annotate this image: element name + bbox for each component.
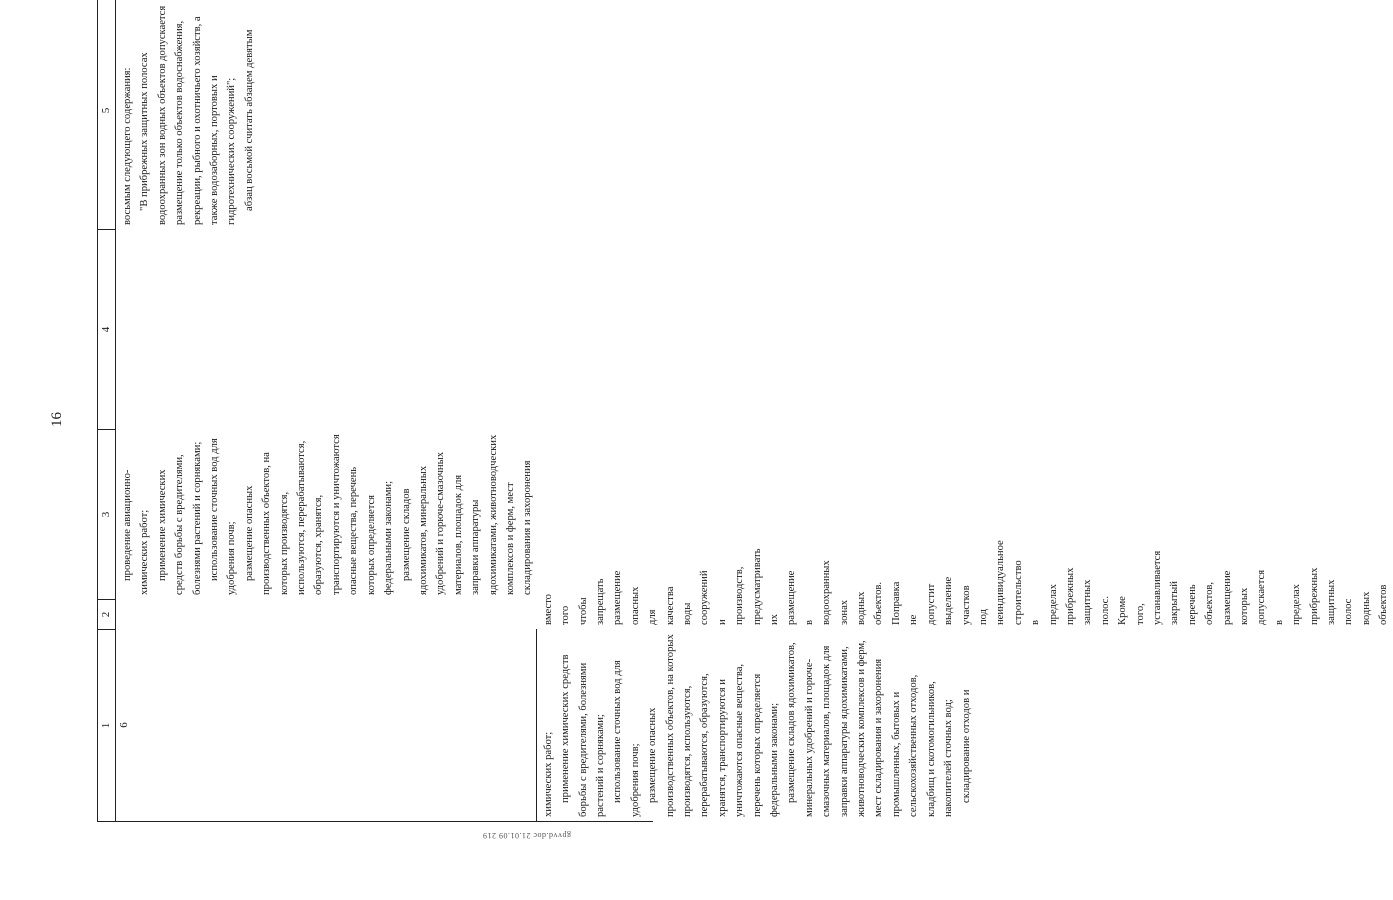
- cell-paragraph: вместо того чтобы запрещать размещение опасных для качества воды сооружений и производств, предусматривать их размещение в водоохранных зонах водных объектов. Поправка не допустит выделение участков под неиндивидуальное строительство в пределах прибрежных защитных полос. Кроме того, устанавливается закрытый перечень объектов, размещение которых допускается в пределах прибрежных защитных полос водных объектов: [542, 540, 1390, 625]
- table-cell-col1: [116, 599, 537, 629]
- cell-paragraph: "В прибрежных защитных полосах водоохранных зон водных объектов допускается размещение только объектов водоснабжения, рекреации, рыбного и охотничьего хозяйств, а также водозаборных, портовых и гидротехнических сооружений";: [139, 5, 238, 225]
- document-page: [49, 0, 1390, 840]
- table-header-2: 2: [98, 599, 116, 629]
- table-cell-col2: [116, 429, 537, 599]
- table-header-4: 4: [98, 229, 116, 429]
- cell-paragraph: абзац восьмой считать абзацем девятым: [243, 29, 255, 211]
- cell-paragraph: размещение опасных производственных объектов, на которых производятся, используются, перерабатываются, образуются, хранятся, транспортируются и уничтожаются опасные вещества, перечень которых определяется федеральными законами;: [243, 434, 395, 595]
- table-cell-col3: [116, 229, 537, 429]
- cell-paragraph: размещение складов ядохимикатов, минеральных удобрений и горюче-смазочных материалов, площадок для заправки аппаратуры ядохимикатами, животноводческих комплексов и ферм, мест складирования и захоронения: [400, 434, 534, 595]
- cell-paragraph: химических работ;: [542, 731, 554, 817]
- amendment-table: [97, 0, 1390, 822]
- cell-paragraph: применение химических средств борьбы с вредителями, болезнями растений и сорняками;: [156, 441, 203, 595]
- cell-paragraph: складирование отходов и: [960, 689, 972, 803]
- table-cell-col6: [537, 540, 1393, 629]
- table-cell-col4: [116, 0, 537, 229]
- table-header-3: 3: [98, 429, 116, 599]
- table-header-5: 5: [98, 0, 116, 229]
- table-header-1: 1: [98, 629, 116, 821]
- cell-paragraph: размещение складов ядохимикатов, минеральных удобрений и горюче-смазочных материалов, площадок для заправки аппаратуры ядохимикатами, животноводческих комплексов и ферм, мест складирования и захоронения промышленных, бытовых и сельскохозяйственных отходов, кладбищ и скотомогильников, накопителей сточных вод;: [786, 640, 955, 817]
- cell-paragraph: использование сточных вод для удобрения почв;: [209, 438, 238, 595]
- table-header-6: 6: [116, 629, 537, 821]
- cell-paragraph: применение химических средств борьбы с вредителями, болезнями растений и сорняками;: [560, 654, 606, 817]
- cell-paragraph: восьмым следующего содержания:: [122, 67, 133, 225]
- cell-paragraph: использование сточных вод для удобрения почв;: [612, 660, 641, 817]
- table-cell-col5: [537, 629, 1393, 821]
- cell-paragraph: размещение опасных производственных объектов, на которых производятся, используются, перерабатываются, образуются, хранятся, транспортируются и уничтожаются опасные вещества, перечень которых определяется федеральными законами;: [647, 634, 781, 817]
- cell-paragraph: проведение авиационно-химических работ;: [122, 469, 151, 595]
- footer-code: gpvvd.doc 21.01.09 219: [482, 831, 571, 840]
- page-number: 16: [49, 412, 65, 427]
